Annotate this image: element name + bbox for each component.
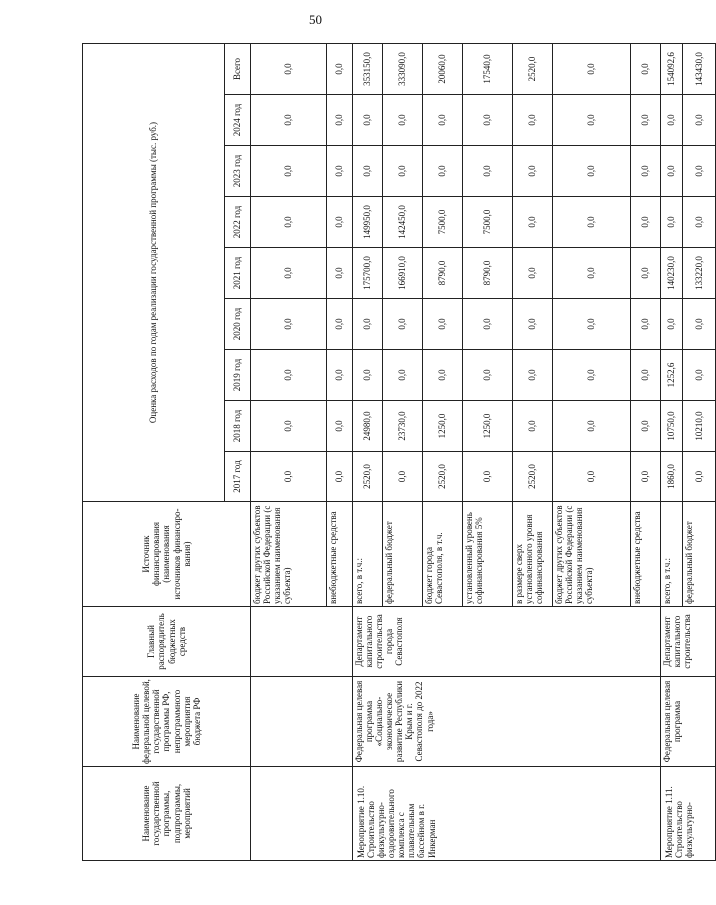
value-cell: 143430,0 <box>683 44 716 95</box>
value-cell: 0,0 <box>631 248 661 299</box>
value-cell: 0,0 <box>661 299 683 350</box>
header-year: Всего <box>225 44 251 95</box>
value-cell: 0,0 <box>683 146 716 197</box>
value-cell: 0,0 <box>631 95 661 146</box>
value-cell: 0,0 <box>423 95 463 146</box>
value-cell: 0,0 <box>661 146 683 197</box>
value-cell: 1252,6 <box>661 350 683 401</box>
value-cell: 0,0 <box>383 350 423 401</box>
budget-table <box>82 43 716 861</box>
funding-source-cell: бюджет других субъектов Российской Федерации (с указанием наименования субъекта) <box>251 502 327 607</box>
value-cell: 8790,0 <box>463 248 513 299</box>
funding-source-cell: бюджет города Севастополя, в т.ч. <box>423 502 463 607</box>
header-row-1 <box>83 44 225 861</box>
header-year: 2019 год <box>225 350 251 401</box>
value-cell: 0,0 <box>553 350 631 401</box>
value-cell: 7500,0 <box>423 197 463 248</box>
value-cell: 0,0 <box>463 452 513 502</box>
value-cell: 140230,0 <box>661 248 683 299</box>
value-cell: 20060,0 <box>423 44 463 95</box>
value-cell: 0,0 <box>683 452 716 502</box>
value-cell: 0,0 <box>513 248 553 299</box>
header-federal-program: Наименование федеральной целевой, государственной программы РФ, непрограммного мероприятия бюджета РФ <box>83 677 251 767</box>
program-name-cell: Мероприятие 1.11. Строительство физкультурно- <box>661 767 716 861</box>
value-cell: 0,0 <box>513 350 553 401</box>
value-cell: 0,0 <box>683 95 716 146</box>
value-cell: 23730,0 <box>383 401 423 452</box>
value-cell: 0,0 <box>327 248 353 299</box>
value-cell: 0,0 <box>463 95 513 146</box>
value-cell: 0,0 <box>631 452 661 502</box>
header-year: 2024 год <box>225 95 251 146</box>
value-cell: 0,0 <box>353 299 383 350</box>
header-funding-source: Источник финансирования (наименования источников финансиро-вания) <box>83 502 251 607</box>
value-cell: 24980,0 <box>353 401 383 452</box>
value-cell: 0,0 <box>327 197 353 248</box>
value-cell: 0,0 <box>251 248 327 299</box>
value-cell: 166910,0 <box>383 248 423 299</box>
value-cell: 0,0 <box>327 44 353 95</box>
value-cell: 0,0 <box>631 197 661 248</box>
value-cell: 2520,0 <box>353 452 383 502</box>
value-cell: 0,0 <box>251 350 327 401</box>
value-cell: 2520,0 <box>513 44 553 95</box>
funding-source-cell: в размере сверх установленного уровня софинансирования <box>513 502 553 607</box>
value-cell: 7500,0 <box>463 197 513 248</box>
value-cell: 0,0 <box>631 146 661 197</box>
value-cell: 0,0 <box>661 95 683 146</box>
funding-source-cell: внебюджетные средства <box>631 502 661 607</box>
value-cell: 0,0 <box>513 95 553 146</box>
value-cell: 0,0 <box>553 146 631 197</box>
table-row <box>661 44 683 861</box>
funding-source-cell: федеральный бюджет <box>383 502 423 607</box>
value-cell: 0,0 <box>631 299 661 350</box>
value-cell: 333090,0 <box>383 44 423 95</box>
value-cell: 0,0 <box>251 197 327 248</box>
value-cell: 0,0 <box>423 350 463 401</box>
value-cell: 2520,0 <box>423 452 463 502</box>
value-cell: 0,0 <box>327 350 353 401</box>
prev-federal-program <box>251 677 353 767</box>
value-cell: 0,0 <box>327 401 353 452</box>
value-cell: 0,0 <box>463 299 513 350</box>
funding-source-cell: всего, в т.ч.: <box>661 502 683 607</box>
value-cell: 0,0 <box>553 401 631 452</box>
value-cell: 0,0 <box>251 299 327 350</box>
value-cell: 2520,0 <box>513 452 553 502</box>
budget-manager-cell: Департамент капитального строительства <box>661 607 716 677</box>
value-cell: 0,0 <box>661 197 683 248</box>
federal-program-cell: Федеральная целевая программа «Социально-экономическое развитие Республики Крым и г. Севастополя до 2022 года» <box>353 677 661 767</box>
value-cell: 0,0 <box>353 146 383 197</box>
value-cell: 0,0 <box>327 299 353 350</box>
rotated-table-wrapper <box>82 44 704 861</box>
value-cell: 0,0 <box>383 299 423 350</box>
header-year: 2023 год <box>225 146 251 197</box>
value-cell: 133220,0 <box>683 248 716 299</box>
value-cell: 0,0 <box>383 452 423 502</box>
value-cell: 0,0 <box>327 95 353 146</box>
value-cell: 154092,6 <box>661 44 683 95</box>
value-cell: 0,0 <box>631 350 661 401</box>
value-cell: 0,0 <box>683 197 716 248</box>
table-row <box>353 44 383 861</box>
header-budget-manager: Главный распорядитель бюджетных средств <box>83 607 251 677</box>
value-cell: 0,0 <box>463 146 513 197</box>
funding-source-cell: всего, в т.ч.: <box>353 502 383 607</box>
value-cell: 0,0 <box>251 452 327 502</box>
header-year: 2022 год <box>225 197 251 248</box>
header-estimate: Оценка расходов по годам реализации государственной программы (тыс. руб.) <box>83 44 225 502</box>
value-cell: 0,0 <box>513 401 553 452</box>
value-cell: 8790,0 <box>423 248 463 299</box>
value-cell: 1250,0 <box>423 401 463 452</box>
value-cell: 0,0 <box>631 401 661 452</box>
value-cell: 0,0 <box>553 44 631 95</box>
program-name-cell: Мероприятие 1.10. Строительство физкультурно-оздоровительного комплекса с плавательным бассейном в г. Инкерман <box>353 767 661 861</box>
value-cell: 0,0 <box>251 146 327 197</box>
value-cell: 0,0 <box>353 350 383 401</box>
budget-manager-cell: Департамент капитального строительства города Севастополя <box>353 607 661 677</box>
value-cell: 0,0 <box>251 401 327 452</box>
value-cell: 149950,0 <box>353 197 383 248</box>
header-program-name: Наименование государственной программы, подпрограммы, мероприятий <box>83 767 251 861</box>
value-cell: 1250,0 <box>463 401 513 452</box>
value-cell: 0,0 <box>553 248 631 299</box>
funding-source-cell: бюджет других субъектов Российской Федерации (с указанием наименования субъекта) <box>553 502 631 607</box>
header-year: 2020 год <box>225 299 251 350</box>
funding-source-cell: установленный уровень софинансирования 5% <box>463 502 513 607</box>
value-cell: 353150,0 <box>353 44 383 95</box>
value-cell: 0,0 <box>553 299 631 350</box>
federal-program-cell: Федеральная целевая программа <box>661 677 716 767</box>
value-cell: 0,0 <box>513 197 553 248</box>
value-cell: 0,0 <box>383 146 423 197</box>
value-cell: 1860,0 <box>661 452 683 502</box>
value-cell: 175700,0 <box>353 248 383 299</box>
value-cell: 0,0 <box>251 44 327 95</box>
value-cell: 0,0 <box>423 146 463 197</box>
funding-source-cell: внебюджетные средства <box>327 502 353 607</box>
page-number: 50 <box>309 12 322 27</box>
value-cell: 0,0 <box>251 95 327 146</box>
header-year: 2018 год <box>225 401 251 452</box>
table-row <box>251 44 327 861</box>
header-year: 2021 год <box>225 248 251 299</box>
value-cell: 0,0 <box>631 44 661 95</box>
rotated-table-container <box>82 44 704 861</box>
prev-budget-manager <box>251 607 353 677</box>
value-cell: 0,0 <box>553 95 631 146</box>
funding-source-cell: федеральный бюджет <box>683 502 716 607</box>
value-cell: 10750,0 <box>661 401 683 452</box>
value-cell: 0,0 <box>683 299 716 350</box>
value-cell: 142450,0 <box>383 197 423 248</box>
value-cell: 17540,0 <box>463 44 513 95</box>
value-cell: 0,0 <box>463 350 513 401</box>
value-cell: 0,0 <box>513 299 553 350</box>
value-cell: 0,0 <box>553 197 631 248</box>
header-year: 2017 год <box>225 452 251 502</box>
value-cell: 10210,0 <box>683 401 716 452</box>
value-cell: 0,0 <box>513 146 553 197</box>
value-cell: 0,0 <box>353 95 383 146</box>
value-cell: 0,0 <box>553 452 631 502</box>
value-cell: 0,0 <box>683 350 716 401</box>
value-cell: 0,0 <box>327 146 353 197</box>
prev-program-name <box>251 767 353 861</box>
value-cell: 0,0 <box>327 452 353 502</box>
table-body <box>83 44 716 861</box>
value-cell: 0,0 <box>423 299 463 350</box>
value-cell: 0,0 <box>383 95 423 146</box>
